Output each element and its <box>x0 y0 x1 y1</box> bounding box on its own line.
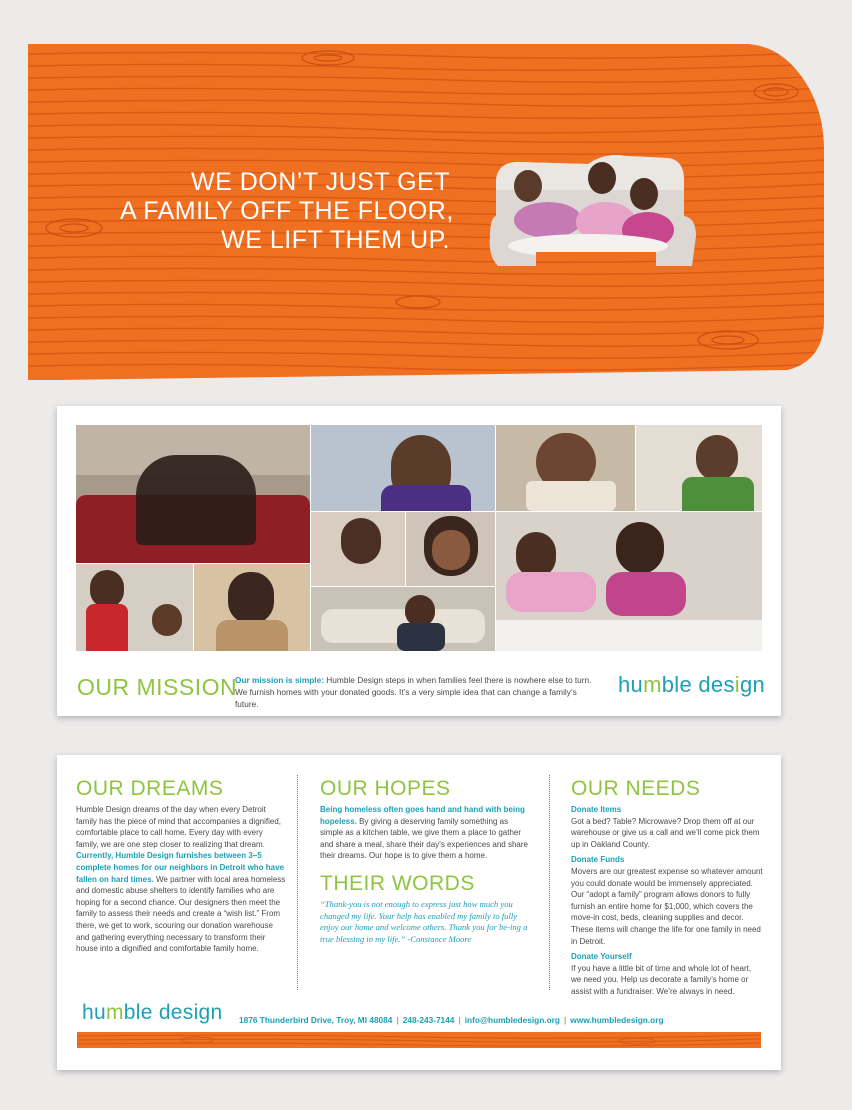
envelope-headline <box>120 168 454 255</box>
dreams-paragraph-1: Humble Design dreams of the day when every Detroit family has the piece of mind that accompanies a dignified, comfortable place to call home. Every day with every family, we are one step closer to realizing that dream. <box>76 805 282 849</box>
wood-strip <box>77 1032 761 1048</box>
headline-line-3: WE LIFT THEM UP. <box>221 226 450 254</box>
contact-bar <box>239 1015 664 1025</box>
separator: | <box>396 1015 399 1025</box>
footer-logo-hu: hu <box>82 1001 106 1024</box>
photo-girl <box>406 512 495 586</box>
photo-family-couch <box>76 425 310 563</box>
dreams-highlight: Currently, Humble Design furnishes between 3–5 complete homes for our neighbors in Detroit who have fallen on hard times. <box>76 851 285 884</box>
logo-part-end: gn <box>739 672 766 697</box>
contact-email[interactable]: info@humbledesign.org <box>464 1015 560 1025</box>
lamp-icon: i <box>734 672 740 697</box>
mission-text <box>235 674 595 710</box>
hopes-title: OUR HOPES <box>320 777 451 800</box>
hopes-column <box>320 777 530 945</box>
envelope <box>28 40 824 380</box>
need-heading-items: Donate Items <box>571 805 622 814</box>
photo-family-bed <box>496 512 762 651</box>
mission-card <box>57 406 781 716</box>
mission-title: OUR MISSION <box>77 674 238 700</box>
photo-woman-smiling <box>311 425 495 511</box>
need-text-yourself: If you have a little bit of time and whole lot of heart, we need you. Help us decorate a family’s home or assist with a fundraiser. We’re always in need. <box>571 963 752 996</box>
needs-title: OUR NEEDS <box>571 777 701 800</box>
need-text-funds: Movers are our greatest expense so whatever amount you could donate would be immensely appreciated. Our “adopt a family” program allows donors to fully furnish an entire home for $1,000, which covers the move-in cost, beds, cleaning supplies and decor. These items will change the life for one family in need in Detroit. <box>571 866 763 946</box>
photo-teen-sofa <box>311 587 495 651</box>
contact-phone[interactable]: 248-243-7144 <box>402 1015 455 1025</box>
hopes-paragraph <box>320 804 530 862</box>
dreams-column <box>76 777 286 955</box>
words-title: THEIR WORDS <box>320 871 475 895</box>
dreams-paragraph-2-body: We partner with local area homeless and domestic abuse shelters to identify families who are hoping for a second chance. Our designers then meet the family to assess their needs and create a “wish list.” From there, we get to work, scouring our donation warehouse and gathering everything necessary to transform their house into a dignified and comfortable family home. <box>76 874 286 954</box>
testimonial-quote: “Thank-you is not enough to express just how much you changed my life. Your help has enabled my family to fully enjoy our home and welcome others. Thank you for be-ing a true blessing in my life.” -Constance Moore <box>320 898 528 944</box>
headline-line-1: WE DON’T JUST GET <box>191 168 450 196</box>
photo-woman-glasses <box>194 564 310 651</box>
photo-baby <box>496 425 635 511</box>
needs-column <box>571 777 763 998</box>
need-text-items: Got a bed? Table? Microwave? Drop them off at our warehouse or give us a call and we’ll come pick them up in Oakland County. <box>571 816 760 849</box>
footer-couch-icon: m <box>105 1001 124 1024</box>
contact-website[interactable]: www.humbledesign.org <box>570 1015 664 1025</box>
need-heading-yourself: Donate Yourself <box>571 952 632 962</box>
couch-icon: m <box>643 672 662 697</box>
need-heading-funds: Donate Funds <box>571 855 625 865</box>
photo-woman-hand <box>311 512 405 586</box>
column-divider-1 <box>297 775 298 990</box>
column-divider-2 <box>549 775 550 990</box>
dreams-title: OUR DREAMS <box>76 777 224 800</box>
photo-man <box>636 425 762 511</box>
logo-part-rest: ble des <box>661 672 735 697</box>
humble-design-logo <box>618 672 765 698</box>
photo-woman-child <box>76 564 193 651</box>
mission-body: Humble Design steps in when families feel there is nowhere else to turn. We furnish homes with your donated goods. It’s a very simple idea that can change a family’s future. <box>235 675 592 709</box>
contact-address: 1876 Thunderbird Drive, Troy, MI 48084 <box>239 1015 393 1025</box>
headline-line-2: A FAMILY OFF THE FLOOR, <box>120 197 454 225</box>
hopes-body: By giving a deserving family something as simple as a kitchen table, we give them a place to gather and share a meal, share their day’s experiences and share their dreams. Our hope is to give them a home. <box>320 816 528 861</box>
footer-logo <box>82 1001 223 1025</box>
mission-lead: Our mission is simple: <box>235 675 324 685</box>
hopes-highlight: Being homeless often goes hand and hand with being hopeless. <box>320 805 525 826</box>
logo-part-hu: hu <box>618 672 644 697</box>
separator: | <box>458 1015 461 1025</box>
footer-logo-rest: ble design <box>123 1001 223 1024</box>
family-photo <box>488 150 700 270</box>
dreams-paragraph-2 <box>76 850 286 954</box>
separator: | <box>563 1015 567 1025</box>
info-card <box>57 755 781 1070</box>
